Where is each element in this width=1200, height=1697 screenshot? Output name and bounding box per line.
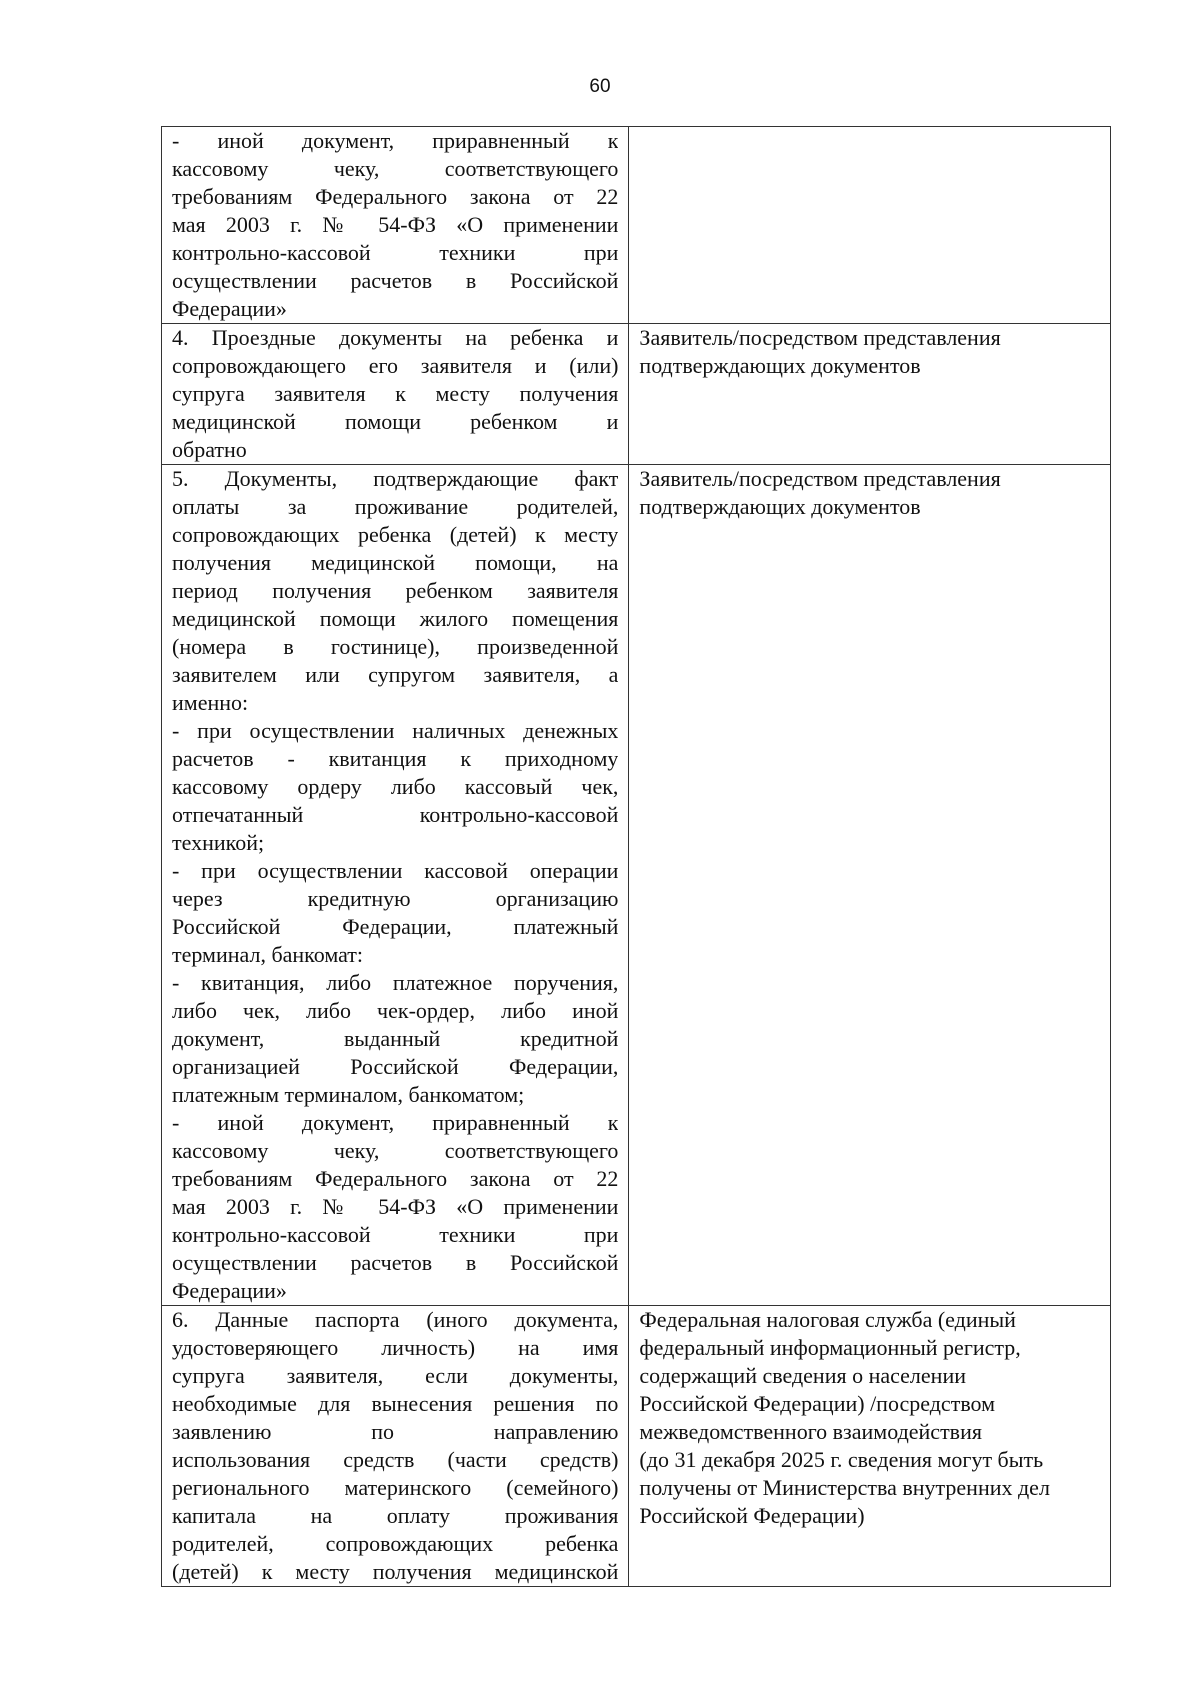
documents-table (161, 126, 1111, 1587)
page-number: 60 (589, 76, 611, 97)
text-line: кассовому ордеру либо кассовый чек, (172, 774, 619, 799)
document-source-cell (629, 1306, 1111, 1587)
text-line: через кредитную организацию (172, 886, 619, 911)
text-line: (номера в гостинице), произведенной (172, 634, 619, 659)
text-line: регионального материнского (семейного) (172, 1475, 619, 1500)
text-line: медицинской помощи жилого помещения (172, 606, 619, 631)
table-row (162, 465, 1111, 1306)
text-line: супруга заявителя к месту получения (172, 381, 619, 406)
text-line: контрольно-кассовой техники при (172, 240, 619, 265)
text-line: кассовому чеку, соответствующего (172, 1138, 619, 1163)
text-line: терминал, банкомат: (172, 942, 364, 967)
text-line: получены от Министерства внутренних дел (639, 1475, 1050, 1500)
text-line: Федерации» (172, 1278, 287, 1303)
text-line: осуществлении расчетов в Российской (172, 268, 619, 293)
text-line: (до 31 декабря 2025 г. сведения могут быть (639, 1447, 1044, 1472)
table-row (162, 324, 1111, 465)
text-line: необходимые для вынесения решения по (172, 1391, 619, 1416)
text-line: Российской Федерации) /посредством (639, 1391, 996, 1416)
text-line: 4. Проездные документы на ребенка и (172, 325, 619, 350)
text-line: Федеральная налоговая служба (единый (639, 1307, 1016, 1332)
table-row (162, 1306, 1111, 1587)
text-line: заявителем или супругом заявителя, а (172, 662, 619, 687)
text-line: 5. Документы, подтверждающие факт (172, 466, 619, 491)
text-line: удостоверяющего личность) на имя (172, 1335, 619, 1360)
text-line: расчетов - квитанция к приходному (172, 746, 619, 771)
document-source-cell (629, 465, 1111, 1306)
document-description-cell (162, 324, 629, 465)
text-line: Российской Федерации) (639, 1503, 865, 1528)
text-line: организацией Российской Федерации, (172, 1054, 619, 1079)
text-line: Российской Федерации, платежный (172, 914, 619, 939)
text-line: период получения ребенком заявителя (172, 578, 619, 603)
text-line: сопровождающих ребенка (детей) к месту (172, 522, 619, 547)
text-line: получения медицинской помощи, на (172, 550, 619, 575)
text-line: содержащий сведения о населении (639, 1363, 966, 1388)
text-line: платежным терминалом, банкоматом; (172, 1082, 525, 1107)
document-description-cell (162, 1306, 629, 1587)
text-line: оплаты за проживание родителей, (172, 494, 619, 519)
table-row (162, 127, 1111, 324)
text-line: медицинской помощи ребенком и (172, 409, 619, 434)
text-line: мая 2003 г. № 54-ФЗ «О применении (172, 1194, 619, 1219)
text-line: мая 2003 г. № 54-ФЗ «О применении (172, 212, 619, 237)
text-line: капитала на оплату проживания (172, 1503, 619, 1528)
document-description-cell (162, 465, 629, 1306)
text-line: Заявитель/посредством представления (639, 325, 1001, 350)
text-line: обратно (172, 437, 247, 462)
document-description-cell (162, 127, 629, 324)
text-line: подтверждающих документов (639, 494, 921, 519)
text-line: - при осуществлении наличных денежных (172, 718, 619, 743)
text-line: использования средств (части средств) (172, 1447, 619, 1472)
document-source-cell (629, 324, 1111, 465)
text-line: сопровождающего его заявителя и (или) (172, 353, 619, 378)
text-line: отпечатанный контрольно-кассовой (172, 802, 619, 827)
text-line: контрольно-кассовой техники при (172, 1222, 619, 1247)
text-line: Заявитель/посредством представления (639, 466, 1001, 491)
text-line: - при осуществлении кассовой операции (172, 858, 619, 883)
text-line: супруга заявителя, если документы, (172, 1363, 619, 1388)
text-line: документ, выданный кредитной (172, 1026, 619, 1051)
text-line: (детей) к месту получения медицинской (172, 1559, 619, 1584)
text-line: заявлению по направлению (172, 1419, 619, 1444)
text-line: родителей, сопровождающих ребенка (172, 1531, 619, 1556)
text-line: техникой; (172, 830, 265, 855)
text-line: - иной документ, приравненный к (172, 1110, 619, 1135)
text-line: федеральный информационный регистр, (639, 1335, 1021, 1360)
text-line: Федерации» (172, 296, 287, 321)
document-source-cell (629, 127, 1111, 324)
text-line: кассовому чеку, соответствующего (172, 156, 619, 181)
text-line: 6. Данные паспорта (иного документа, (172, 1307, 619, 1332)
text-line: - квитанция, либо платежное поручения, (172, 970, 619, 995)
text-line: требованиям Федерального закона от 22 (172, 1166, 619, 1191)
text-line: осуществлении расчетов в Российской (172, 1250, 619, 1275)
text-line: - иной документ, приравненный к (172, 128, 619, 153)
text-line: требованиям Федерального закона от 22 (172, 184, 619, 209)
text-line: либо чек, либо чек-ордер, либо иной (172, 998, 619, 1023)
text-line: межведомственного взаимодействия (639, 1419, 982, 1444)
text-line: именно: (172, 690, 249, 715)
text-line: подтверждающих документов (639, 353, 921, 378)
